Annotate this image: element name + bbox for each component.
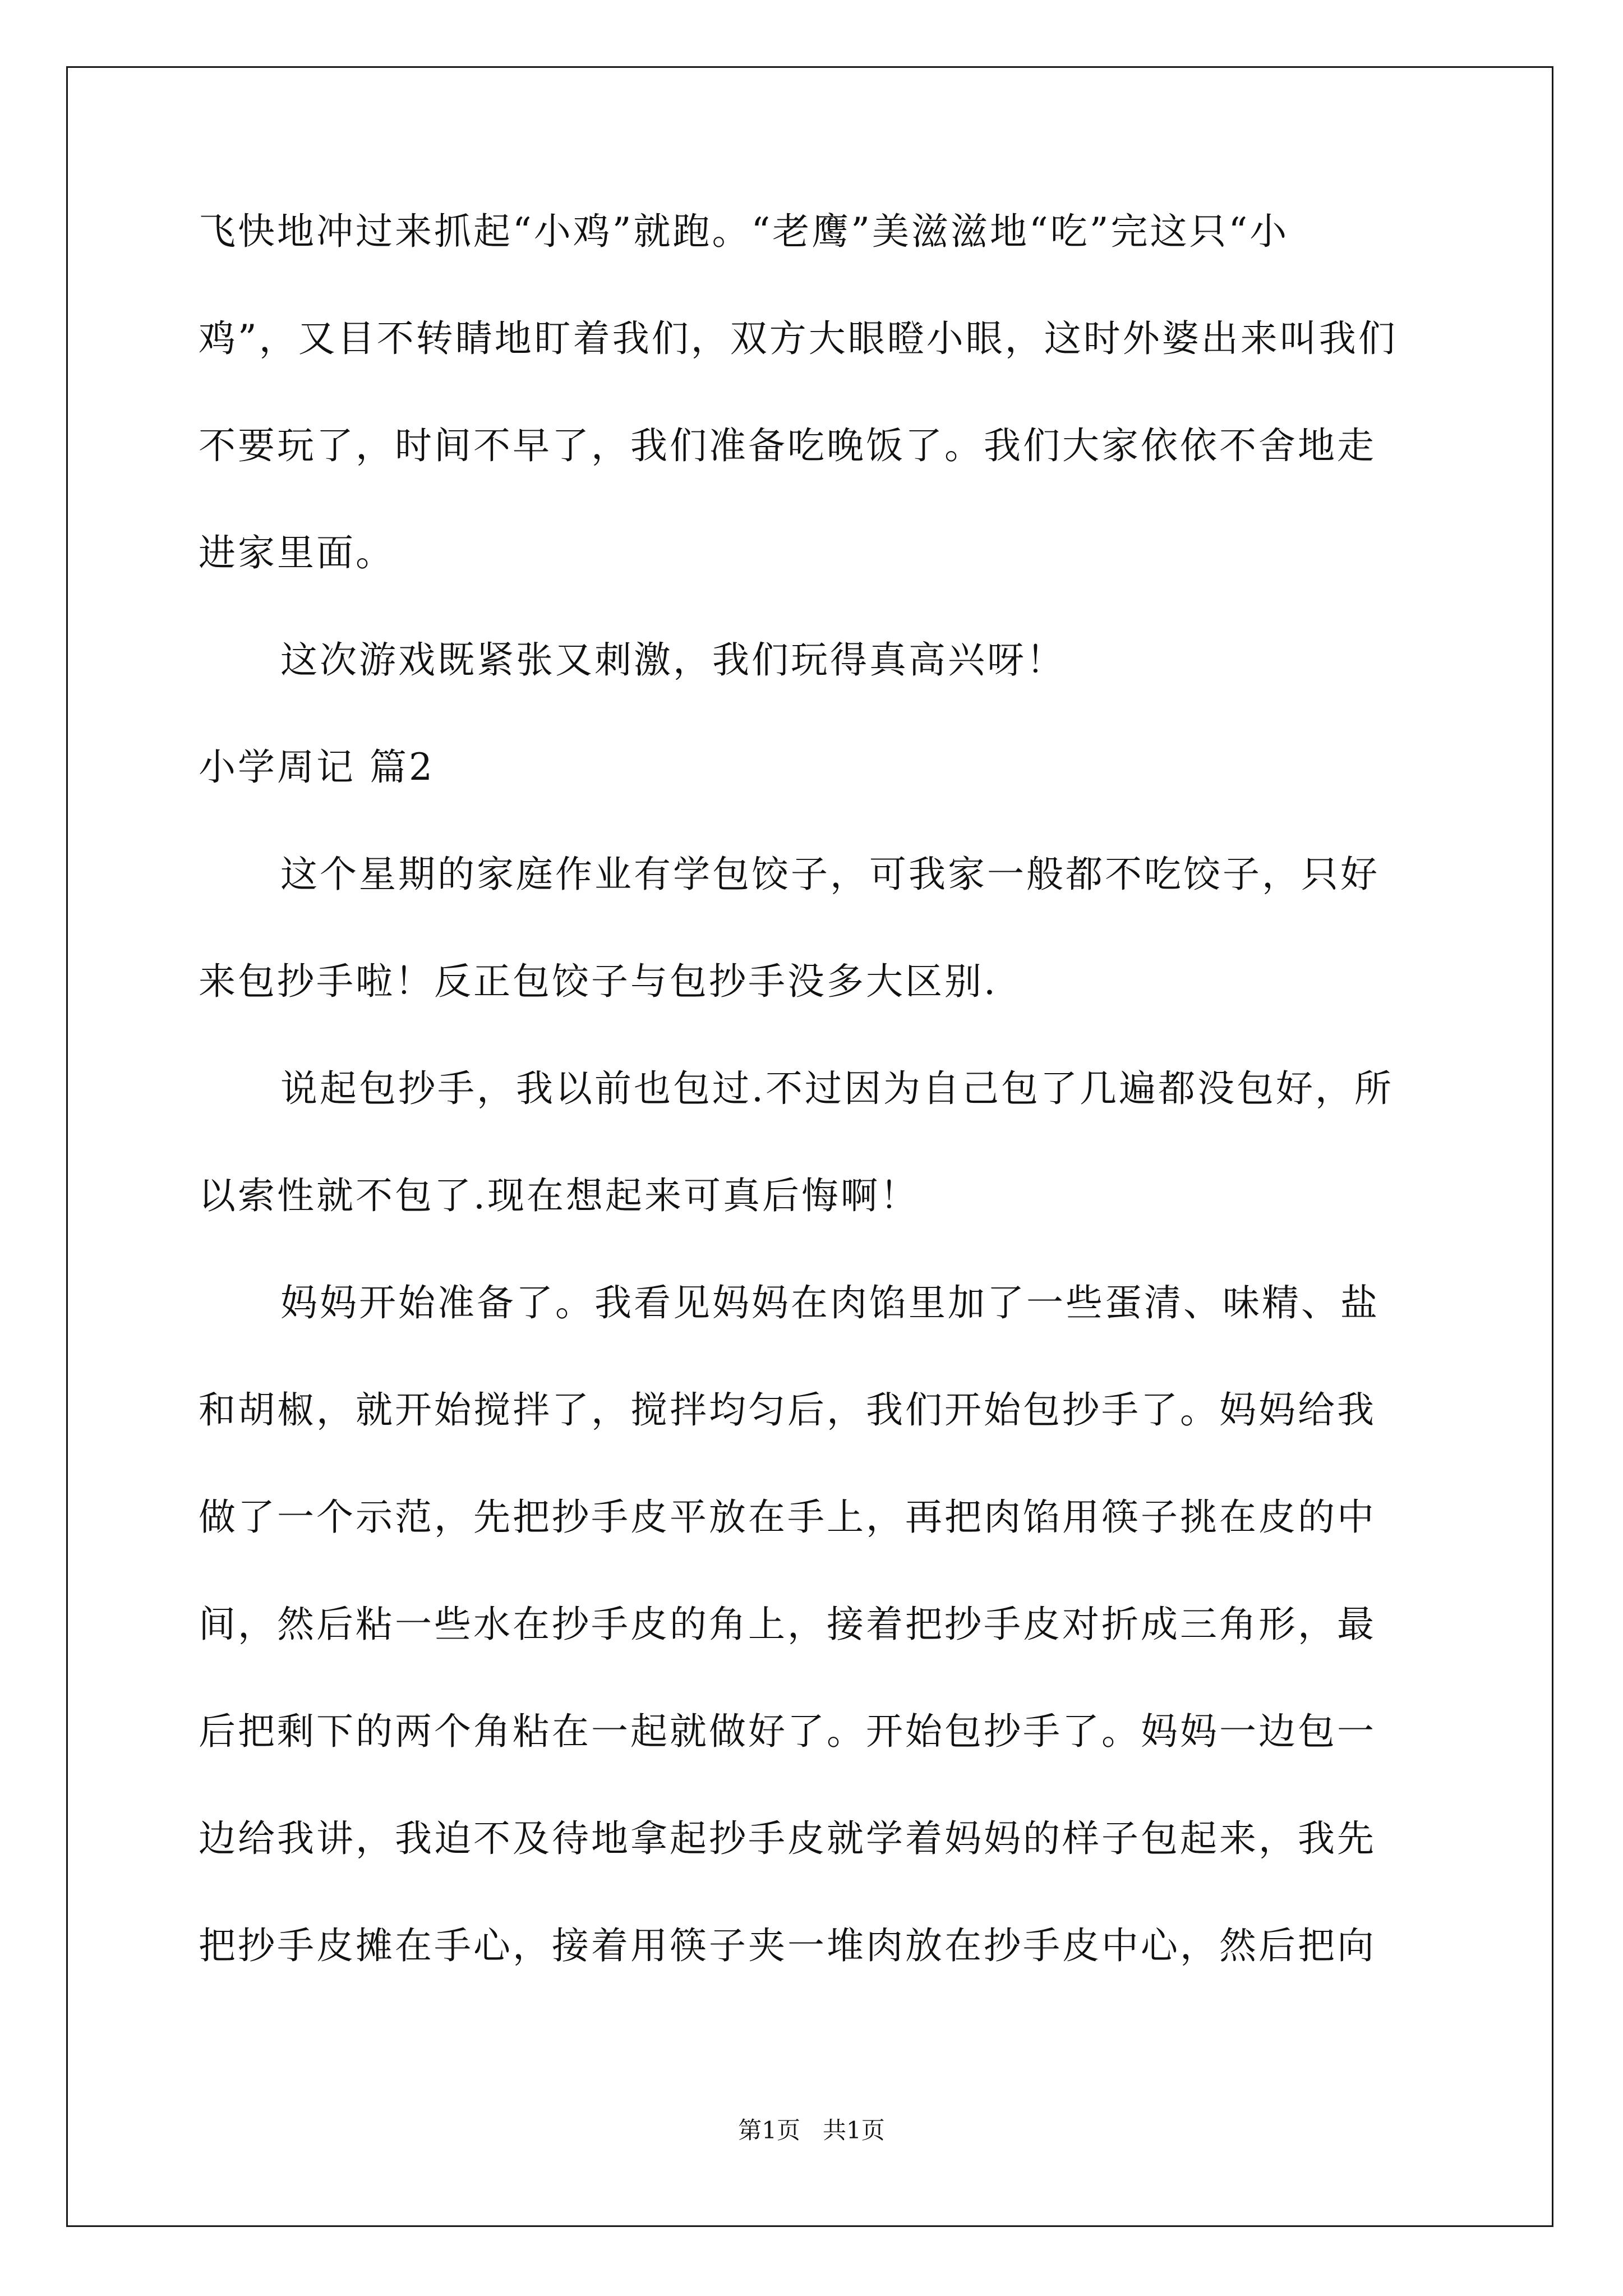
text-line: 飞快地冲过来抓起“小鸡”就跑。“老鹰”美滋滋地“吃”完这只“小 xyxy=(199,210,1289,253)
text-line: 鸡”，又目不转睛地盯着我们，双方大眼瞪小眼，这时外婆出来叫我们 xyxy=(199,317,1398,360)
page-border xyxy=(66,66,1553,2227)
text-line: 后把剩下的两个角粘在一起就做好了。开始包抄手了。妈妈一边包一 xyxy=(199,1710,1376,1753)
text-line: 把抄手皮摊在手心，接着用筷子夹一堆肉放在抄手皮中心，然后把向 xyxy=(199,1924,1376,1967)
section-heading: 小学周记 篇2 xyxy=(199,746,435,789)
paragraph-line: 这次游戏既紧张又刺激，我们玩得真高兴呀！ xyxy=(280,638,1066,682)
paragraph-line: 妈妈开始准备了。我看见妈妈在肉馅里加了一些蛋清、味精、盐 xyxy=(280,1281,1380,1324)
page-footer: 第1页 共1页 xyxy=(738,2116,885,2144)
text-line: 不要玩了，时间不早了，我们准备吃晚饭了。我们大家依依不舍地走 xyxy=(199,424,1376,467)
text-line: 间，然后粘一些水在抄手皮的角上，接着把抄手皮对折成三角形，最 xyxy=(199,1603,1376,1646)
paragraph-line: 这个星期的家庭作业有学包饺子，可我家一般都不吃饺子，只好 xyxy=(280,853,1380,896)
text-line: 做了一个示范，先把抄手皮平放在手上，再把肉馅用筷子挑在皮的中 xyxy=(199,1496,1376,1539)
text-line: 来包抄手啦！反正包饺子与包抄手没多大区别. xyxy=(199,960,998,1003)
text-line: 和胡椒，就开始搅拌了，搅拌均匀后，我们开始包抄手了。妈妈给我 xyxy=(199,1388,1376,1432)
paragraph-line: 说起包抄手，我以前也包过.不过因为自己包了几遍都没包好，所 xyxy=(280,1067,1394,1110)
text-line: 边给我讲，我迫不及待地拿起抄手皮就学着妈妈的样子包起来，我先 xyxy=(199,1817,1376,1860)
text-line: 进家里面。 xyxy=(199,531,395,574)
text-line: 以索性就不包了.现在想起来可真后悔啊！ xyxy=(199,1174,919,1217)
